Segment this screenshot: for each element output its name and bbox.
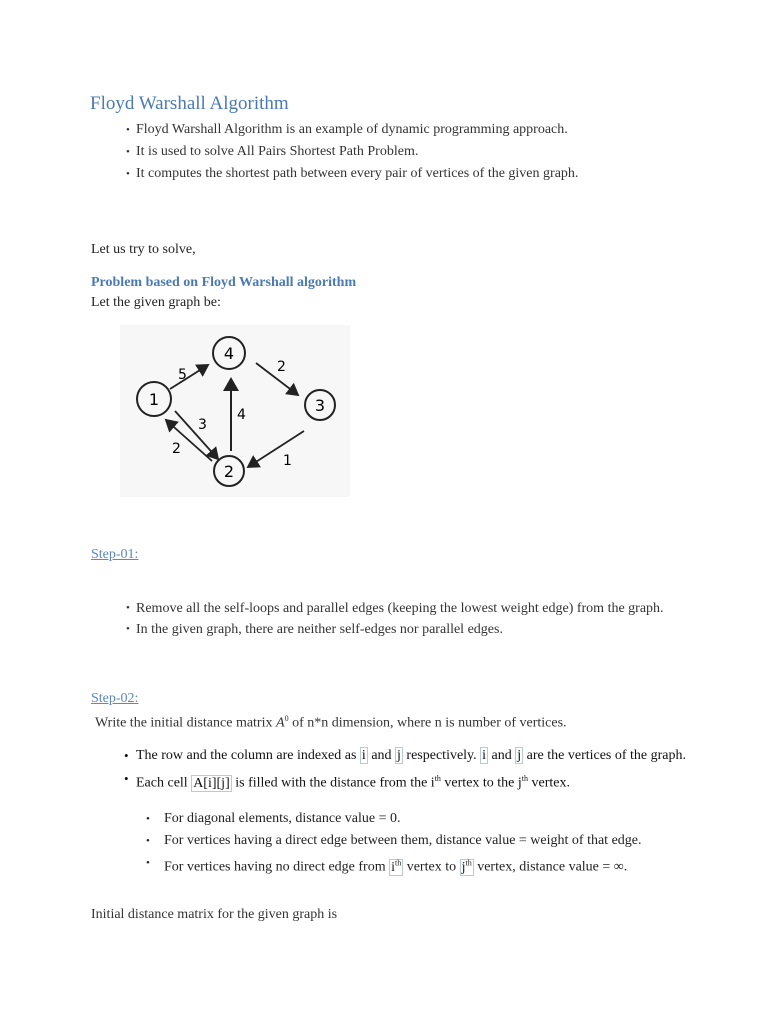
list-item: • Each cell A[i][j] is filled with the distance from the $i^{th}$ vertex to the $j^{th}$ vertex. — [136, 769, 696, 793]
list-item: • The row and the column are indexed as i and j respectively. i and j are the vertices of the graph. — [136, 746, 696, 765]
list-item: • For vertices having no direct edge from $i^{th}$ vertex to $j^{th}$ vertex, distance value = ∞. — [164, 852, 642, 879]
edge-label-2-4: 4 — [237, 407, 246, 423]
list-item: • It is used to solve All Pairs Shortest Path Problem. — [128, 141, 578, 163]
graph-node-4 — [213, 337, 245, 369]
edge-1-4 — [170, 365, 208, 389]
graph-intro-text: Let the given graph be: — [91, 295, 221, 310]
edge-label-2-1: 2 — [172, 441, 181, 457]
graph-figure — [120, 325, 350, 497]
list-item: • For diagonal elements, distance value = 0. — [164, 808, 642, 830]
closing-text: Initial distance matrix for the given graph is — [91, 907, 338, 922]
step-01-label: Step-01: — [91, 547, 139, 562]
list-item: • For vertices having a direct edge between them, distance value = weight of that edge. — [164, 830, 642, 852]
svg-text:2: 2 — [223, 462, 235, 481]
edge-3-2 — [248, 431, 304, 467]
intro-bullet-list — [128, 119, 578, 185]
list-item: • Remove all the self-loops and parallel edges (keeping the lowest weight edge) from the graph. — [128, 599, 688, 618]
edge-label-1-4: 5 — [178, 367, 187, 383]
step-02-bullet-list — [136, 746, 696, 797]
graph-node-3 — [305, 390, 335, 420]
step-02-label: Step-02: — [91, 691, 139, 706]
edge-label-1-3: 3 — [198, 417, 207, 433]
step-02-sub-list — [164, 808, 642, 879]
edge-label-3-2: 1 — [283, 453, 292, 469]
graph-node-1 — [137, 382, 171, 416]
page-title: Floyd Warshall Algorithm — [90, 93, 289, 114]
list-item: • Floyd Warshall Algorithm is an example of dynamic programming approach. — [128, 119, 578, 141]
step-01-bullet-list — [128, 599, 688, 639]
lead-in-text: Let us try to solve, — [91, 242, 196, 257]
list-item: • In the given graph, there are neither self-edges nor parallel edges. — [128, 620, 688, 639]
step-02-intro: Write the initial distance matrix $A^0$ of n*n dimension, where n is number of vertices. — [95, 714, 567, 731]
edge-label-4-3: 2 — [277, 359, 286, 375]
svg-text:3: 3 — [314, 396, 326, 415]
svg-text:1: 1 — [148, 390, 160, 409]
list-item: • It computes the shortest path between every pair of vertices of the given graph. — [128, 163, 578, 185]
edge-1-2 — [175, 411, 218, 459]
problem-heading: Problem based on Floyd Warshall algorithm — [91, 275, 357, 290]
svg-text:4: 4 — [223, 344, 235, 363]
graph-node-2 — [214, 456, 244, 486]
graph-svg — [120, 325, 350, 497]
